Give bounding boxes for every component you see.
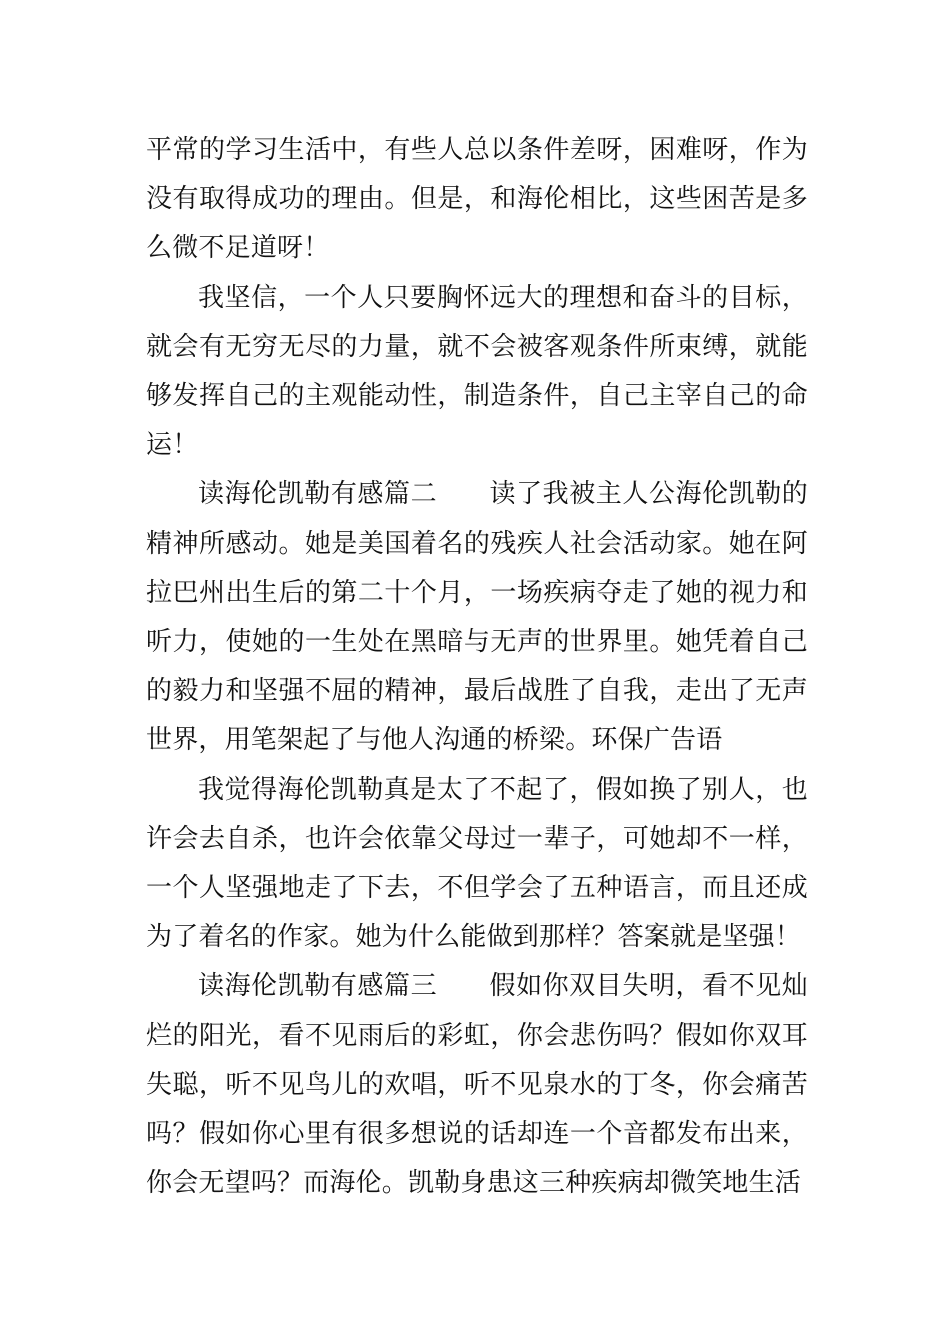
paragraph-2 xyxy=(146,274,808,471)
section-heading: 读海伦凯勒有感篇三 xyxy=(198,971,438,1002)
paragraph-text: 我坚信，一个人只要胸怀远大的理想和奋斗的目标，就会有无穷无尽的力量，就不会被客观条件所束缚，就能够发挥自己的主观能动性，制造条件，自己主宰自己的命运！ xyxy=(146,282,808,461)
paragraph-text: 平常的学习生活中，有些人总以条件差呀，困难呀，作为没有取得成功的理由。但是，和海伦相比，这些困苦是多么微不足道呀！ xyxy=(146,135,808,264)
paragraph-text: 读了我被主人公海伦凯勒的精神所感动。她是美国着名的残疾人社会活动家。她在阿拉巴州出生后的第二十个月，一场疾病夺走了她的视力和听力，使她的一生处在黑暗与无声的世界里。她凭着自己的毅力和坚强不屈的精神，最后战胜了自我，走出了无声世界，用笔架起了与他人沟通的桥梁。环保广告语 xyxy=(146,479,808,756)
paragraph-3 xyxy=(146,470,808,765)
paragraph-5 xyxy=(146,962,808,1208)
paragraph-text: 我觉得海伦凯勒真是太了不起了，假如换了别人，也许会去自杀，也许会依靠父母过一辈子，可她却不一样，一个人坚强地走了下去，不但学会了五种语言，而且还成为了着名的作家。她为什么能做到那样？答案就是坚强！ xyxy=(146,774,808,953)
paragraph-1 xyxy=(146,126,808,274)
document-body xyxy=(146,126,808,1208)
section-heading: 读海伦凯勒有感篇二 xyxy=(198,479,438,510)
paragraph-text: 假如你双目失明，看不见灿烂的阳光，看不见雨后的彩虹，你会悲伤吗？假如你双耳失聪，听不见鸟儿的欢唱，听不见泉水的丁冬，你会痛苦吗？假如你心里有很多想说的话却连一个音都发布出来，你会无望吗？而海伦。凯勒身患这三种疾病却微笑地生活 xyxy=(146,971,808,1199)
paragraph-4 xyxy=(146,766,808,963)
